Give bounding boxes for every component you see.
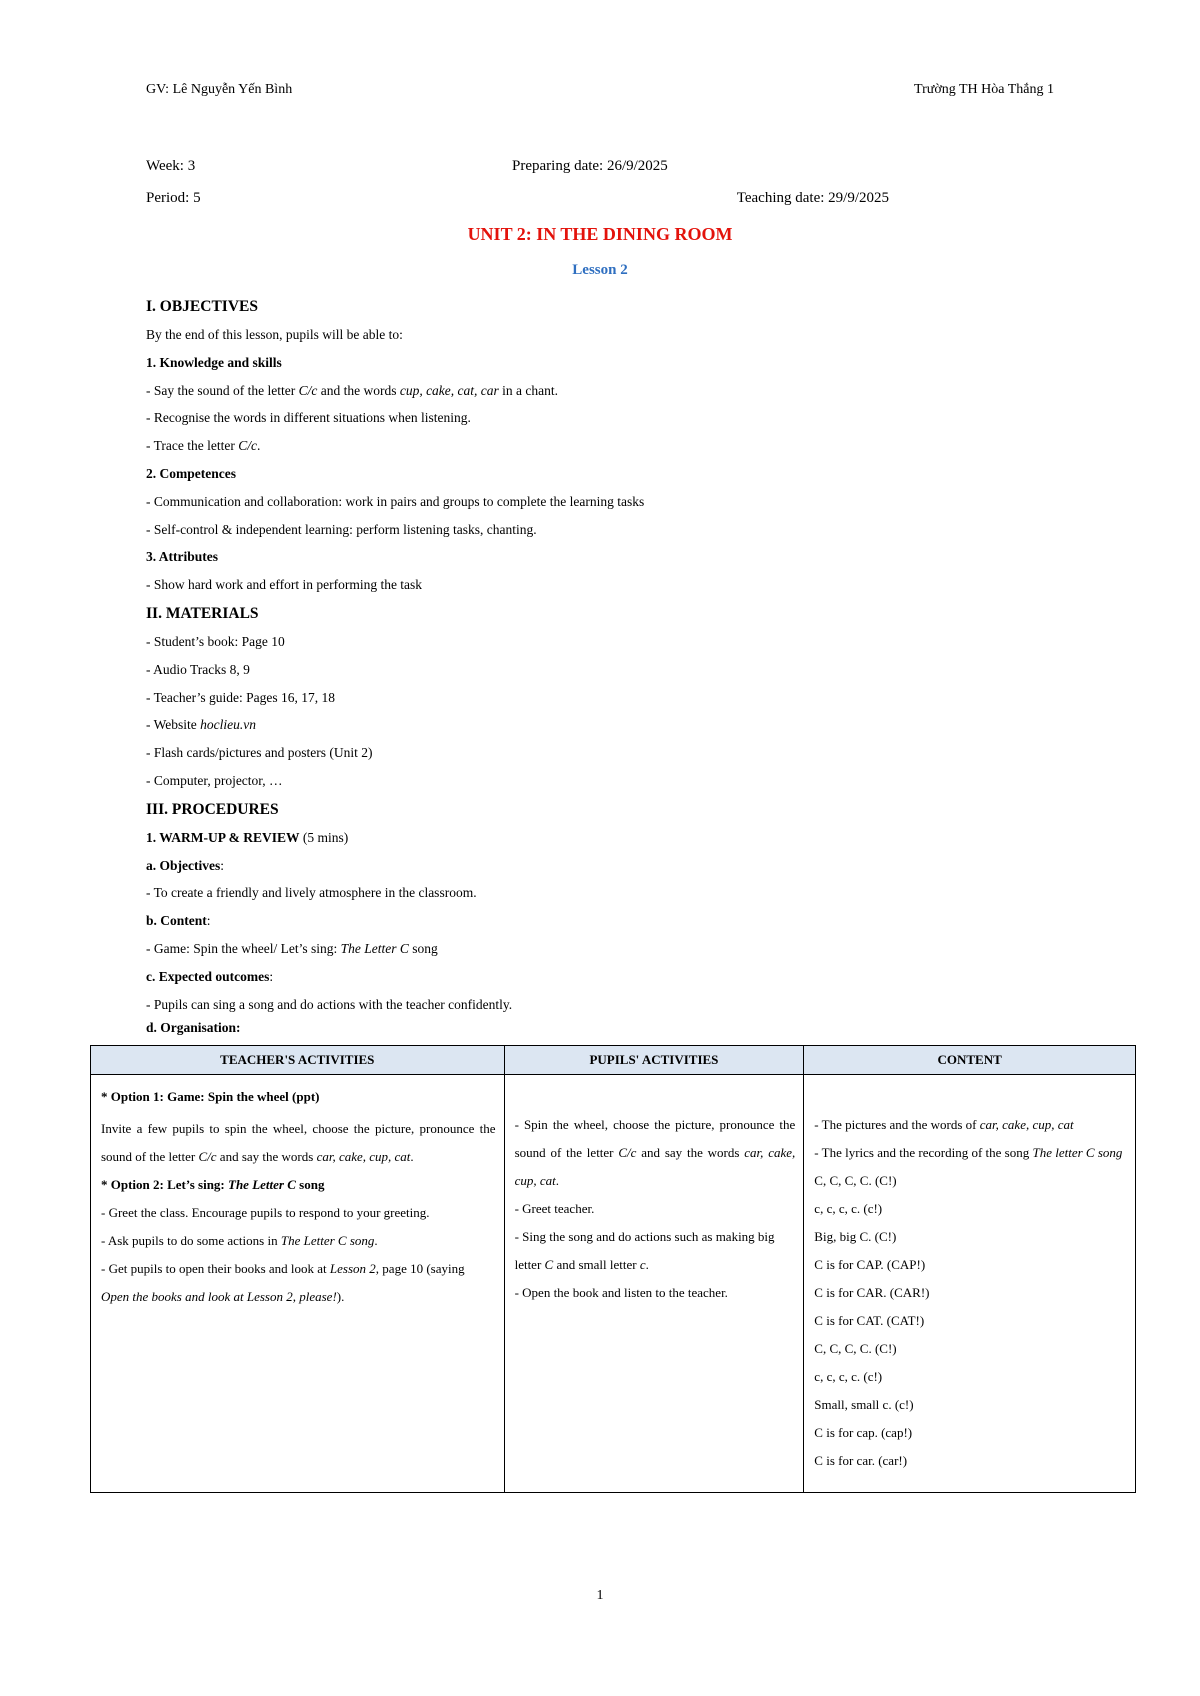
teacher-activities-cell — [91, 1075, 505, 1493]
pupil-step: - Spin the wheel, choose the picture, pronounce the sound of the letter C/c and say the words car, cake, cup, cat. — [514, 1117, 796, 1188]
outcomes-label: c. Expected outcomes: — [146, 968, 274, 984]
outcomes-text: - Pupils can sing a song and do actions with the teacher confidently. — [146, 996, 513, 1012]
teacher-name: GV: Lê Nguyễn Yến Bình — [146, 82, 293, 97]
lyric-line: C is for car. (car!) — [814, 1453, 908, 1468]
lyric-line: C is for CAP. (CAP!) — [814, 1257, 926, 1272]
period-label: Period: 5 — [146, 190, 201, 206]
content-label: b. Content: — [146, 913, 211, 929]
teaching-date: Teaching date: 29/9/2025 — [736, 190, 889, 206]
column-header-teacher: TEACHER'S ACTIVITIES — [91, 1046, 505, 1075]
lyric-line: c, c, c, c. (c!) — [814, 1369, 883, 1384]
objectives-intro: By the end of this lesson, pupils will be able to: — [146, 327, 403, 342]
objectives-text: - To create a friendly and lively atmosphere in the classroom. — [146, 885, 477, 901]
material-item: - Student’s book: Page 10 — [146, 633, 285, 649]
lyric-line: C is for CAT. (CAT!) — [814, 1313, 925, 1328]
option-2-heading: * Option 2: Let’s sing: The Letter C song — [101, 1177, 325, 1192]
lyric-line: c, c, c, c. (c!) — [814, 1201, 883, 1216]
competence-item: - Self-control & independent learning: perform listening tasks, chanting. — [146, 521, 537, 537]
procedures-heading: III. PROCEDURES — [146, 800, 279, 818]
content-item: - The lyrics and the recording of the song The letter C song — [814, 1145, 1123, 1160]
option-1-heading: * Option 1: Game: Spin the wheel (ppt) — [101, 1089, 320, 1104]
objectives-heading: I. OBJECTIVES — [146, 298, 258, 315]
column-header-pupils: PUPILS' ACTIVITIES — [504, 1046, 804, 1075]
page-number: 1 — [596, 1588, 604, 1603]
lyric-line: Big, big C. (C!) — [814, 1229, 897, 1244]
knowledge-item: - Recognise the words in different situations when listening. — [146, 410, 471, 426]
school-name: Trường TH Hòa Thắng 1 — [914, 82, 1054, 97]
song-lyrics — [814, 1167, 1127, 1475]
warmup-heading: 1. WARM-UP & REVIEW (5 mins) — [146, 829, 349, 845]
lyric-line: C is for cap. (cap!) — [814, 1425, 913, 1440]
attributes-heading: 3. Attributes — [146, 549, 218, 565]
material-item: - Audio Tracks 8, 9 — [146, 661, 250, 677]
knowledge-item: - Trace the letter C/c. — [146, 438, 261, 454]
column-header-content: CONTENT — [804, 1046, 1136, 1075]
organisation-label: d. Organisation: — [146, 1020, 241, 1036]
material-item: - Website hoclieu.vn — [146, 717, 257, 733]
lyric-line: Small, small c. (c!) — [814, 1397, 914, 1412]
lyric-line: C is for CAR. (CAR!) — [814, 1285, 930, 1300]
objectives-label: a. Objectives: — [146, 857, 224, 873]
competence-item: - Communication and collaboration: work in pairs and groups to complete the learning tasks — [146, 493, 645, 509]
materials-heading: II. MATERIALS — [146, 604, 259, 622]
pupil-step: - Open the book and listen to the teacher. — [514, 1285, 728, 1300]
preparing-date: Preparing date: 26/9/2025 — [512, 158, 668, 174]
material-item: - Teacher’s guide: Pages 16, 17, 18 — [146, 689, 336, 705]
material-item: - Computer, projector, … — [146, 772, 283, 788]
content-text: - Game: Spin the wheel/ Let’s sing: The Letter C song — [146, 940, 438, 956]
attribute-item: - Show hard work and effort in performing the task — [146, 577, 423, 593]
teacher-step: - Get pupils to open their books and look at Lesson 2, page 10 (saying Open the books and look at Lesson 2, please!). — [101, 1261, 465, 1304]
knowledge-item: - Say the sound of the letter C/c and the words cup, cake, cat, car in a chant. — [146, 382, 559, 398]
competences-heading: 2. Competences — [146, 465, 236, 481]
option-1-text: Invite a few pupils to spin the wheel, choose the picture, pronounce the sound of the letter C/c and say the words car, cake, cup, cat. — [101, 1121, 496, 1164]
lesson-title: Lesson 2 — [572, 262, 628, 278]
material-item: - Flash cards/pictures and posters (Unit 2) — [146, 745, 373, 761]
pupil-step: - Greet teacher. — [514, 1201, 595, 1216]
content-item: - The pictures and the words of car, cake, cup, cat — [814, 1117, 1074, 1132]
unit-title: UNIT 2: IN THE DINING ROOM — [467, 224, 733, 244]
lyric-line: C, C, C, C. (C!) — [814, 1173, 897, 1188]
activities-table — [90, 1045, 1136, 1493]
content-cell — [804, 1075, 1136, 1493]
lyric-line: C, C, C, C. (C!) — [814, 1341, 897, 1356]
week-label: Week: 3 — [146, 158, 196, 174]
teacher-step: - Greet the class. Encourage pupils to respond to your greeting. — [101, 1205, 430, 1220]
pupils-activities-cell — [504, 1075, 804, 1493]
teacher-step: - Ask pupils to do some actions in The Letter C song. — [101, 1233, 378, 1248]
lesson-body — [146, 292, 1066, 1038]
pupil-step: - Sing the song and do actions such as making big letter C and small letter c. — [514, 1229, 775, 1272]
knowledge-heading: 1. Knowledge and skills — [146, 354, 282, 370]
